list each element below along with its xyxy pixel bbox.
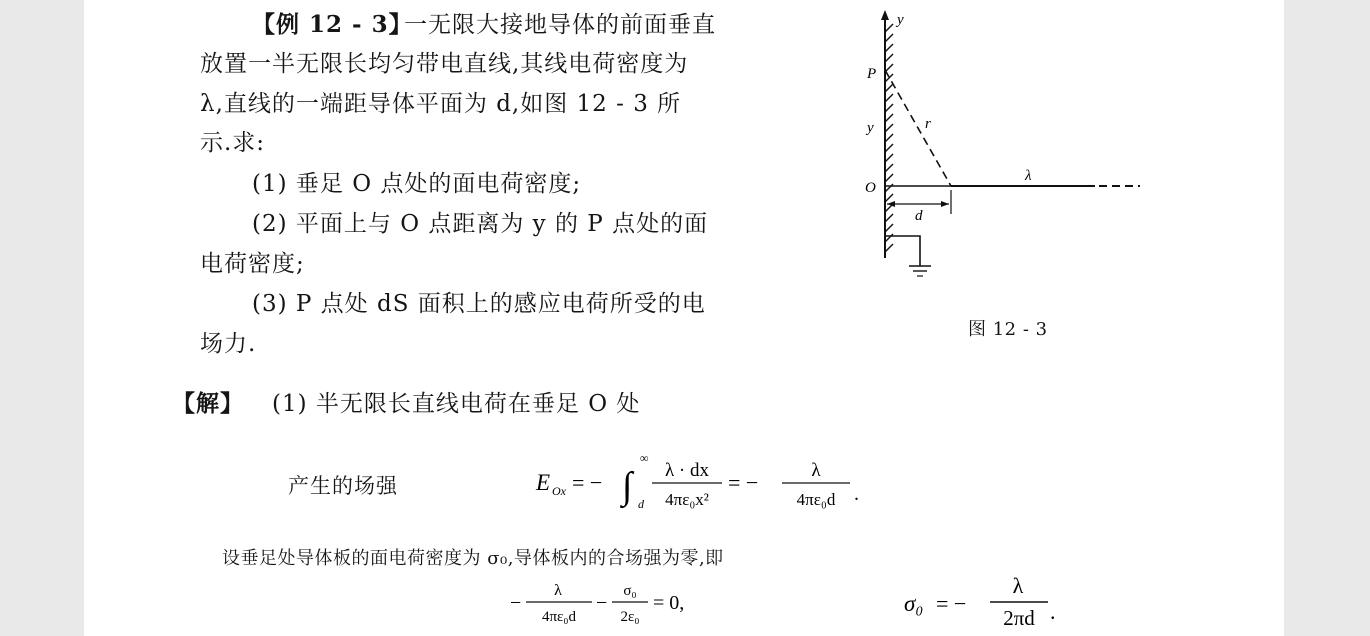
point-p-label: P xyxy=(867,66,877,82)
example-label: 【例 12 - 3】 xyxy=(252,11,413,38)
question-2: (2) 平面上与 O 点距离为 y 的 P 点处的面 xyxy=(252,211,709,237)
integral-upper: ∞ xyxy=(640,451,649,465)
eq2-minus: − xyxy=(510,592,522,614)
eq1-equals-2: = − xyxy=(728,470,759,495)
figure-caption: 图 12 - 3 xyxy=(968,319,1048,340)
eq1-equals: = − xyxy=(572,470,603,495)
distance-y-label: y xyxy=(867,120,874,136)
eq1-numerator-1: λ · dx xyxy=(664,460,710,481)
equation-zero-field xyxy=(510,575,710,635)
question-1: (1) 垂足 O 点处的面电荷密度; xyxy=(252,171,582,197)
problem-line-1: 一无限大接地导体的前面垂直 xyxy=(404,12,716,38)
eq2-denominator-a: 4πε₀d xyxy=(541,609,577,625)
eq2-numerator-b: σ₀ xyxy=(623,583,637,599)
field-text: 产生的场强 xyxy=(288,474,398,498)
eq3-equals: = − xyxy=(936,591,967,616)
eq1-denominator-2: 4πε₀d xyxy=(796,490,836,509)
point-o-label: O xyxy=(865,180,876,196)
eq2-rhs: = 0, xyxy=(653,592,685,614)
lambda-label: λ xyxy=(1025,168,1032,184)
question-3-cont: 场力. xyxy=(200,331,257,357)
eq3-period: . xyxy=(1050,599,1056,624)
eq1-numerator-2: λ xyxy=(811,460,821,481)
solution-label: 【解】 xyxy=(172,390,244,417)
integral-lower: d xyxy=(638,497,644,511)
eq3-numerator: λ xyxy=(1012,573,1024,598)
solution-intro: (1) 半无限长直线电荷在垂足 O 处 xyxy=(272,391,641,417)
integral-sign: ∫ xyxy=(622,465,633,507)
eq1-lhs-sub: Ox xyxy=(552,484,566,498)
problem-line-3: λ,直线的一端距导体平面为 d,如图 12 - 3 所 xyxy=(200,91,682,117)
eq1-lhs: E xyxy=(536,470,551,495)
eq3-denominator: 2πd xyxy=(1003,606,1035,630)
y-axis-label: y xyxy=(897,12,904,28)
conductor-hatching xyxy=(885,24,893,252)
eq1-period: . xyxy=(854,483,859,505)
distance-r-label: r xyxy=(925,116,931,132)
distance-d-label: d xyxy=(915,208,923,224)
eq2-denominator-b: 2ε₀ xyxy=(620,609,640,625)
question-2-cont: 电荷密度; xyxy=(200,251,305,277)
eq1-denominator-1: 4πε₀x² xyxy=(665,490,709,509)
problem-line-2: 放置一半无限长均匀带电直线,其线电荷密度为 xyxy=(200,51,689,77)
figure-12-3 xyxy=(855,8,1155,298)
equation-sigma0 xyxy=(900,575,1080,635)
sigma-text: 设垂足处导体板的面电荷密度为 σ₀,导体板内的合场强为零,即 xyxy=(222,548,724,569)
eq3-lhs: σ₀ xyxy=(904,591,924,616)
eq2-minus-2: − xyxy=(596,592,608,614)
eq2-numerator-a: λ xyxy=(554,582,562,599)
equation-field-strength xyxy=(532,450,872,520)
question-3: (3) P 点处 dS 面积上的感应电荷所受的电 xyxy=(252,291,706,317)
problem-line-4: 示.求: xyxy=(200,130,266,156)
